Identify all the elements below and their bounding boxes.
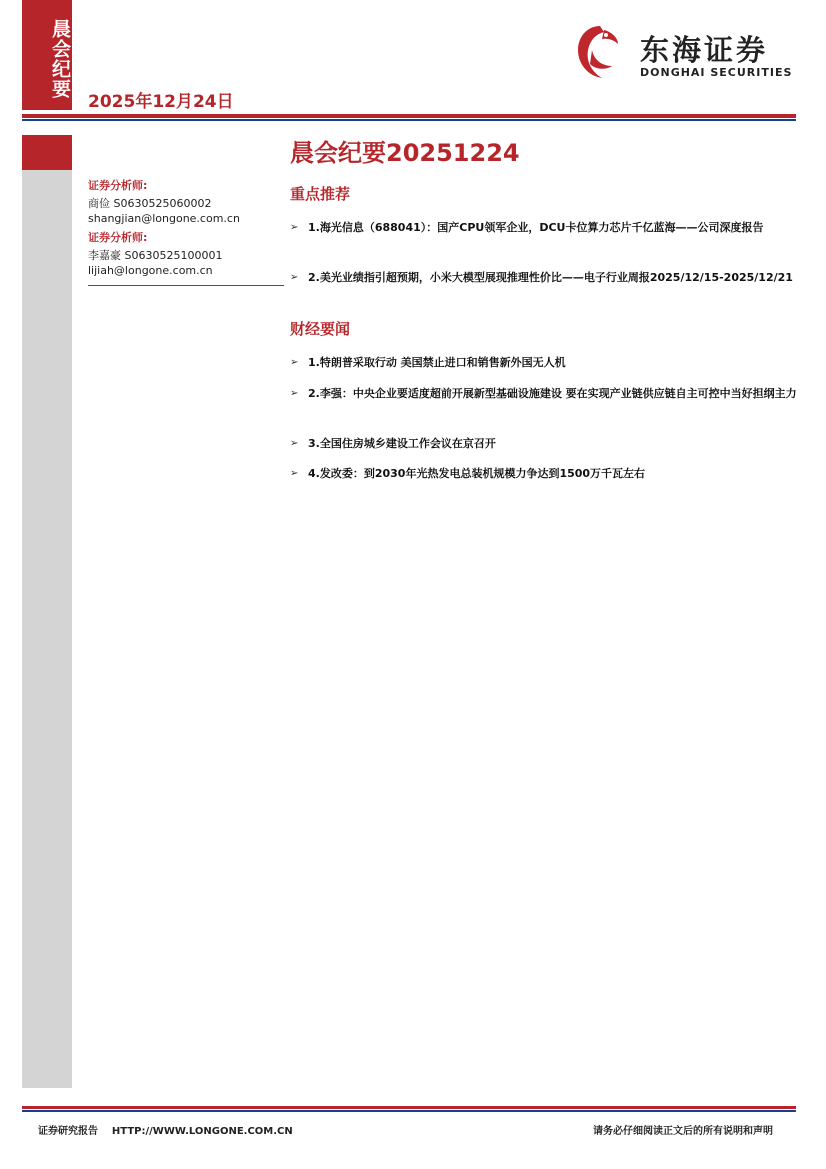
bullet-arrow-icon: ➢: [290, 468, 299, 479]
list-item-text: 2.美光业绩指引超预期，小米大模型展现推理性价比——电子行业周报2025/12/15-2025/12/21: [308, 271, 793, 284]
bullet-arrow-icon: ➢: [290, 222, 299, 233]
footer-left-text[interactable]: 证券研究报告 HTTP://WWW.LONGONE.COM.CN: [38, 1126, 293, 1137]
logo-cn-text: 东海证券: [640, 33, 769, 67]
analyst-divider: [88, 285, 284, 286]
sidebar-red-block: [22, 135, 72, 170]
analyst-email[interactable]: shangjian@longone.com.cn: [88, 212, 240, 225]
header-rule-red: [22, 114, 796, 118]
logo-en-text: DONGHAI SECURITIES: [640, 66, 793, 79]
header-tab-label: 晨会纪要: [49, 19, 71, 99]
bullet-arrow-icon: ➢: [290, 357, 299, 368]
bullet-arrow-icon: ➢: [290, 272, 299, 283]
list-item[interactable]: [290, 218, 800, 238]
list-item[interactable]: [290, 464, 800, 484]
list-item[interactable]: [290, 268, 800, 288]
section-title-key-picks: 重点推荐: [290, 185, 351, 203]
analyst-email[interactable]: lijiah@longone.com.cn: [88, 264, 213, 277]
analyst-label: 证券分析师:: [88, 231, 148, 244]
list-item-text: 1.特朗普采取行动 美国禁止进口和销售新外国无人机: [308, 356, 566, 369]
footer-disclaimer: 请务必仔细阅读正文后的所有说明和声明: [593, 1126, 773, 1137]
list-item-text: 3.全国住房城乡建设工作会议在京召开: [308, 437, 496, 450]
list-item-text: 1.海光信息（688041）：国产CPU领军企业，DCU卡位算力芯片千亿蓝海——公司深度报告: [308, 221, 764, 234]
section-title-finance-news: 财经要闻: [290, 320, 351, 338]
analyst-label: 证券分析师:: [88, 179, 148, 192]
page-title: 晨会纪要20251224: [290, 139, 520, 167]
bullet-arrow-icon: ➢: [290, 388, 299, 399]
bullet-arrow-icon: ➢: [290, 438, 299, 449]
report-date: 2025年12月24日: [88, 92, 234, 112]
footer-rule-red: [22, 1106, 796, 1109]
analyst-name-id: 商俭 S0630525060002: [88, 197, 212, 210]
list-item[interactable]: [290, 384, 800, 404]
analyst-name-id: 李嘉豪 S0630525100001: [88, 249, 223, 262]
list-item-text: 2.李强：中央企业要适度超前开展新型基础设施建设 要在实现产业链供应链自主可控中当好担纲主力: [308, 387, 797, 400]
header-rule-blue: [22, 119, 796, 121]
list-item[interactable]: [290, 353, 800, 373]
logo-dragon-icon: [570, 20, 622, 86]
sidebar-gray-band: [22, 170, 72, 1088]
list-item[interactable]: [290, 434, 800, 454]
footer-rule-blue: [22, 1110, 796, 1112]
list-item-text: 4.发改委：到2030年光热发电总装机规模力争达到1500万千瓦左右: [308, 467, 646, 480]
